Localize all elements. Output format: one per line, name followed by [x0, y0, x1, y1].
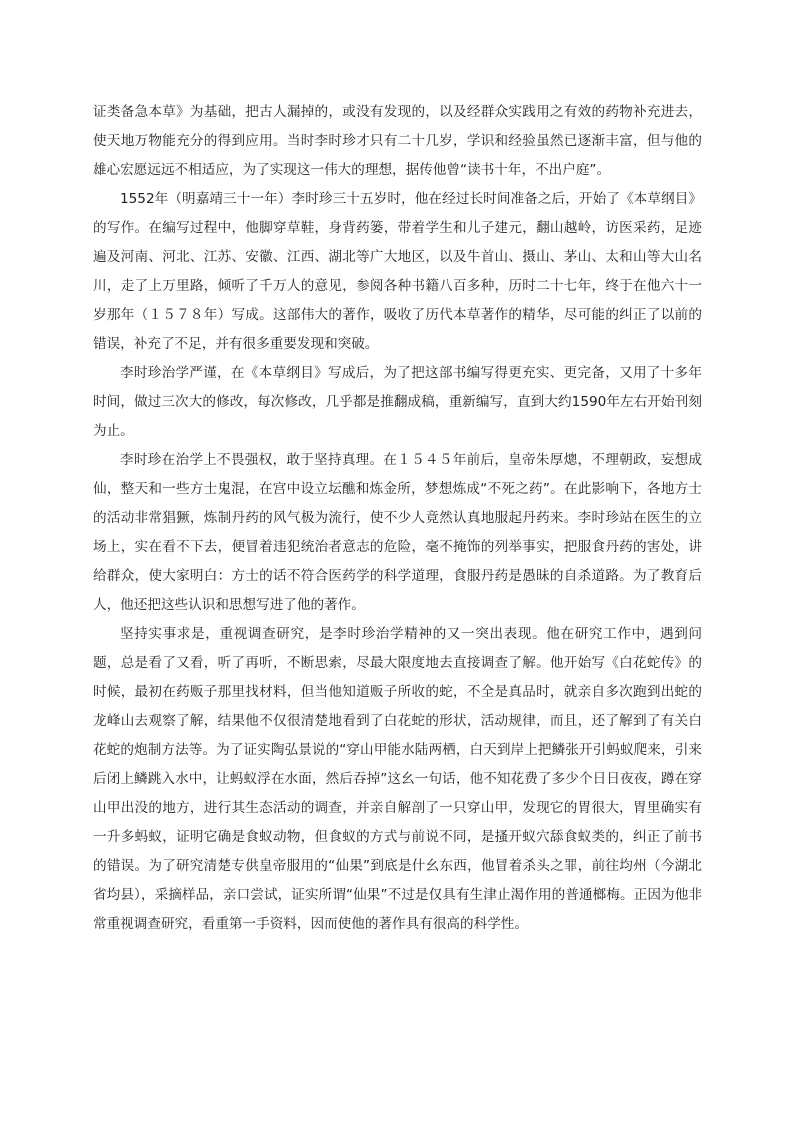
document-page [93, 98, 702, 939]
paragraph-investigation: 坚持实事求是，重视调查研究，是李时珍治学精神的又一突出表现。他在研究工作中，遇到问题，总是看了又看，听了再听，不断思索，尽最大限度地去直接调查了解。他开始写《白花蛇传》的时候，最初在药贩子那里找材料，但当他知道贩子所收的蛇，不全是真品时，就亲自多次跑到出蛇的龙峰山去观察了解，结果他不仅很清楚地看到了白花蛇的形状，活动规律，而且，还了解到了有关白花蛇的炮制方法等。为了证实陶弘景说的“穿山甲能水陆两栖，白天到岸上把鳞张开引蚂蚁爬来，引来后闭上鳞跳入水中，让蚂蚁浮在水面，然后吞掉”这幺一句话，他不知花费了多少个日日夜夜，蹲在穿山甲出没的地方，进行其生态活动的调查，并亲自解剖了一只穿山甲，发现它的胃很大，胃里确实有一升多蚂蚁，证明它确是食蚁动物，但食蚁的方式与前说不同，是搔开蚁穴舔食蚁类的，纠正了前书的错误。为了研究清楚专供皇帝服用的“仙果”到底是什幺东西，他冒着杀头之罪，前往均州（今湖北省均县），采摘样品，亲口尝试，证实所谓“仙果”不过是仅具有生津止渴作用的普通榔梅。正因为他非常重视调查研究，看重第一手资料，因而使他的著作具有很高的科学性。 [93, 626, 702, 932]
paragraph-writing-start: 1552年（明嘉靖三十一年）李时珍三十五岁时，他在经过长时间准备之后，开始了《本草纲目》的写作。在编写过程中，他脚穿草鞋，身背药篓，带着学生和儿子建元，翻山越岭，访医采药，足迹遍及河南、河北、江苏、安徽、江西、湖北等广大地区，以及牛首山、摄山、茅山、太和山等大山名川，走了上万里路，倾听了千万人的意见，参阅各种书籍八百多种，历时二十七年，终于在他六十一岁那年（１５７８年）写成。这部伟大的著作，吸收了历代本草著作的精华，尽可能的纠正了以前的错误，补充了不足，并有很多重要发现和突破。 [93, 191, 702, 352]
paragraph-revisions: 李时珍治学严谨，在《本草纲目》写成后，为了把这部书编写得更充实、更完备，又用了十多年时间，做过三次大的修改，每次修改，几乎都是推翻成稿，重新编写，直到大约1590年左右开始刊刻为止。 [93, 365, 702, 439]
paragraph-truth: 李时珍在治学上不畏强权，敢于坚持真理。在１５４５年前后，皇帝朱厚熜，不理朝政，妄想成仙，整天和一些方士鬼混，在宫中设立坛醮和炼金所，梦想炼成“不死之药”。在此影响下，各地方士的活动非常猖獗，炼制丹药的风气极为流行，使不少人竟然认真地服起丹药来。李时珍站在医生的立场上，实在看不下去，便冒着违犯统治者意志的危险，毫不掩饰的列举事实，把服食丹药的害处，讲给群众，使大家明白：方士的话不符合医药学的科学道理，食服丹药是愚昧的自杀道路。为了教育后人，他还把这些认识和思想写进了他的著作。 [93, 452, 702, 613]
paragraph-continued: 证类备急本草》为基础，把古人漏掉的，或没有发现的，以及经群众实践用之有效的药物补充进去，使天地万物能充分的得到应用。当时李时珍才只有二十几岁，学识和经验虽然已逐渐丰富，但与他的雄心宏愿远远不相适应，为了实现这一伟大的理想，据传他曾“读书十年，不出户庭”。 [93, 104, 702, 178]
